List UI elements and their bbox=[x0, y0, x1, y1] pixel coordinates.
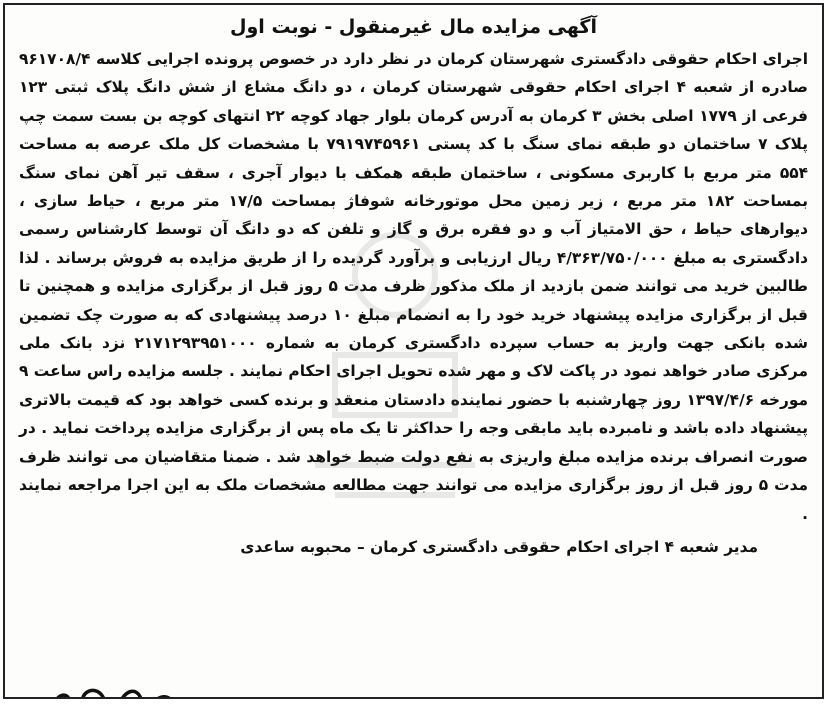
handwritten-mark-icon bbox=[45, 663, 185, 699]
auction-notice bbox=[5, 5, 822, 560]
notice-frame bbox=[3, 3, 824, 699]
notice-body: اجرای احکام حقوقی دادگستری شهرستان کرمان در نظر دارد در خصوص پرونده اجرایی کلاسه ۹۶۱۷۰۸/۴ صادره از شعبه ۴ اجرای احکام حقوقی شهرستان کرمان ، دو دانگ مشاع از شش دانگ پلاک ثبتی ۱۲۳ فرعی از ۱۷۷۹ اصلی بخش ۳ کرمان به آدرس کرمان بلوار جهاد کوچه ۲۲ انتهای کوچه بن بست سمت چپ پلاک ۷ ساختمان دو طبقه نمای سنگ با کد پستی ۷۹۱۹۷۴۵۹۶۱ با مشخصات کل ملک عرصه به مساحت ۵۵۴ متر مربع با کاربری مسکونی ، ساختمان طبقه همکف با دیوار آجری ، سقف تیر آهن نمای سنگ بمساحت ۱۸۲ متر مربع ، زیر زمین محل موتورخانه شوفاژ بمساحت ۱۷/۵ متر مربع ، حیاط سازی ، دیوارهای حیاط ، حق الامتیاز آب و دو فقره برق و گاز و تلفن که دو دانگ آن توسط کارشناس رسمی دادگستری به مبلغ ۴/۳۶۳/۷۵۰/۰۰۰ ریال ارزیابی و برآورد گردیده را از طریق مزایده به فروش برساند . لذا طالبین خرید می توانند ضمن بازدید از ملک مذکور ظرف مدت ۵ روز قبل از برگزاری مزایده و همچنین تا قبل از برگزاری مزایده پیشنهاد خرید خود را به انضمام مبلغ ۱۰ درصد پیشنهادی که به صورت چک تضمین شده بانکی جهت واریز به حساب سپرده دادگستری کرمان به شماره ۲۱۷۱۲۹۳۹۵۱۰۰۰ نزد بانک ملی مرکزی صادر خواهد نمود در پاکت لاک و مهر شده تحویل اجرای احکام نمایند . جلسه مزایده راس ساعت ۹ مورخه ۱۳۹۷/۴/۶ روز چهارشنبه با حضور نماینده دادستان منعقد و برنده کسی خواهد بود که قیمت بالاتری پیشنهاد داده باشد و نامبرده باید مابقی وجه را حداکثر تا یک ماه پس از برگزاری مزایده پرداخت نماید . در صورت انصراف برنده مزایده مبلغ واریزی به نفع دولت ضبط خواهد شد . ضمنا متقاضیان می توانند ظرف مدت ۵ روز قبل از روز برگزاری مزایده می توانند جهت مطالعه مشخصات ملک به این اجرا مراجعه نمایند . bbox=[19, 50, 809, 523]
notice-signature: مدیر شعبه ۴ اجرای احکام حقوقی دادگستری کرمان – محبوبه ساعدی bbox=[240, 537, 758, 556]
notice-title: آگهی مزایده مال غیرمنقول - نوبت اول bbox=[230, 16, 597, 38]
